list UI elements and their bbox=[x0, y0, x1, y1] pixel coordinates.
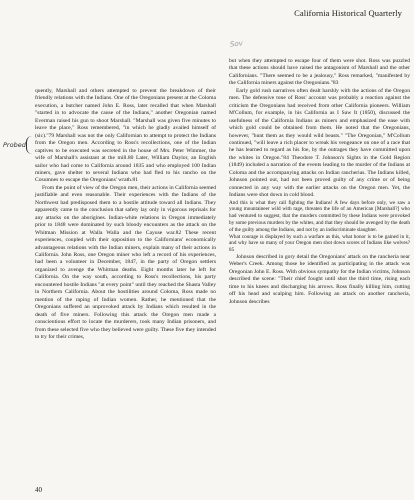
margin-brace-mark bbox=[26, 136, 35, 154]
paragraph: quently, Marshall and others attempted to prevent the breakdown of their friendly relations with the Indians. One of the Oregonians present at the Coloma execution, a butcher named John E. Ross, later recalled that when Marshall "started in to advocate the cause of the Indians," another Oregonian named Everman raised his gun to shoot Marshall. "Marshall was given five minutes to leave the place," Ross remembered, "in which he gladly availed himself of (sic)."79 Marshall was not the only Californian to attempt to protect the Indians from the Oregon men. According to Ross's recollections, one of the Indian captives to be executed was secreted in the house of Mrs. Peter Wimmer, the wife of Marshall's assistant at the mill.80 Later, William Daylor, an English sailor who had come to California around 1835 and who employed 100 Indian miners, gave shelter to several Indians who had fled to his rancho on the Cosumnes to escape the Oregonians' wrath.81 bbox=[35, 88, 216, 184]
paragraph: Johnson described in gory detail the Oregonians' attack on the rancheria near Weber's Creek. Among those he identified as participating in the attack was Oregonian John E. Ross. With obvious sympathy for the Indian victims, Johnson described the scene: "Their chief fought until shot the third time, rising each time to his knees and discharging his arrows. Ross finally killing him, cutting off his head and scalping him. Following an attack on another rancheria, Johnson describes bbox=[229, 253, 410, 305]
right-column bbox=[229, 58, 410, 306]
paragraph: but when they attempted to escape four of them were shot. Ross was puzzled that these actions should have raised the antagonism of Marshall and the other Californians. "There seemed to be a jealousy," Ross remarked, "manifested by the California miners against the Oregonians."83 bbox=[229, 58, 410, 87]
paragraph: From the point of view of the Oregon men, their actions in California seemed justifiable and even reasonable. Their experiences with the Indians of the Northwest had predisposed them to a hostile attitude toward all Indians. They apparently came to the conclusion that safety lay only in vigorous reprisals for any attacks on the aborigines. Indian-white relations in Oregon immediately prior to 1848 were dominated by such bloody encounters as the attack on the Whitman Mission at Walla Walla and the Cayuse war.82 These recent experiences, coupled with their opposition to the Californians' economically advantageous relations with the Indian miners, explain many of their actions in California. John Ross, one Oregon miner who left a record of his experiences, had been a volunteer in December, 1847, in the party of Oregon settlers organized to avenge the Whitman deaths. Eight months later he left for California. On the way south, according to Ross's recollections, his party encountered hostile Indians "at every point" until they reached the Shasta Valley in Northern California. About the hostilities around Coloma, Ross made no mention of the raping of Indian women. Rather, he mentioned that the Oregonians suffered an unprovoked attack by Indians which resulted in the death of five miners. Following this attack the Oregon men made a conscientious effort to locate the murderers, took many Indian prisoners, and from these selected five who they believed were guilty. These five they intended to try for their crimes, bbox=[35, 184, 216, 340]
margin-handwritten-note: Probed bbox=[3, 141, 26, 149]
left-column bbox=[35, 88, 216, 341]
paragraph: Early gold rush narratives often dealt harshly with the actions of the Oregon men. The defensive tone of Ross' account was probably a reaction against the criticism the Oregonians had received from other California pioneers. William M'Collum, for example, in his California as I Saw It (1850), discussed the usefulness of the California Indians as miners and emphasized the ease with which gold could be obtained from them. He noted that the Oregonians, however, "hunt them as they would wild beasts." "The Oregonian," M'Collum continued, "will leave a rich placer to wreak his vengeance on one of a race that he has learned to regard as his foe, by the outrages they have committed upon the whites in Oregon."84 Theodore T. Johnson's Sights in the Gold Region (1849) included a narration of the events leading to the murder of the Indians at Coloma and the accompanying attacks on Indian rancherias. The Indians killed, Johnson pointed out, had not been proved guilty of any crime or of being connected in any way with the earlier attacks on the Oregon men. Yet, the Indians were shot down in cold blood. bbox=[229, 87, 410, 199]
block-quote: What courage is displayed by such a warfare as this, what honor is to be gained in it, and why have so many of your Oregon men shot down scores of Indians like wolves?85 bbox=[229, 233, 410, 254]
block-quote: And this is what they call fighting the Indians! A few days before only, we saw a young mountaineer wild with rage, threaten the life of an American [Marshall?] who had ventured to suggest, that the murders committed by these Indians were provoked by some previous murders by the whites, and that they should be avenged by the death of the guilty among the Indians, and not by an indiscriminate slaughter. bbox=[229, 199, 410, 233]
page-number: 40 bbox=[35, 486, 42, 494]
running-head: California Historical Quarterly bbox=[294, 8, 402, 18]
margin-scribble: Sov bbox=[229, 39, 244, 49]
